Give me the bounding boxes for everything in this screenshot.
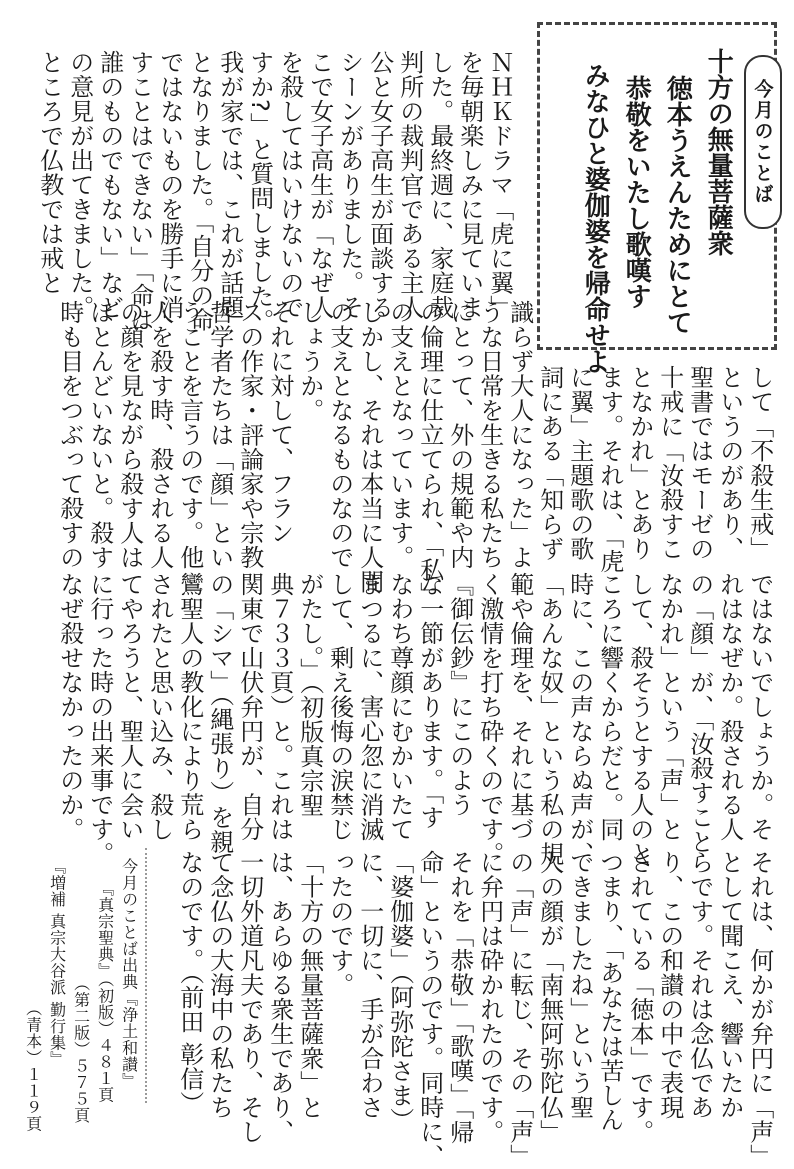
essay-line: 聖書ではモーゼの — [685, 365, 714, 561]
essay-line: として聞こえ、響いたか — [715, 850, 744, 1120]
essay-line: く激情を打ち砕くのです。 — [475, 572, 504, 866]
essay-line: 我が家では、これが話題 — [215, 50, 244, 320]
essay-line: の「顔」が、「汝殺すこと — [685, 572, 714, 854]
essay-line: して「不殺生戒」 — [745, 365, 774, 561]
essay-line: ではないでしょうか。そ — [745, 572, 774, 842]
essay-line: 時に、この声ならぬ声が、 — [565, 572, 594, 866]
essay-line: 十戒に「汝殺すこ — [655, 365, 684, 561]
essay-line: 時も目をつぶって殺すの — [55, 300, 84, 570]
essay-line: の支えとなるものなので — [325, 300, 354, 570]
essay-line: 関東で山伏弁円が、自分 — [235, 572, 264, 842]
essay-line: なぜ殺せなかったのか。 — [55, 572, 84, 842]
essay-line: 「婆伽婆」（阿弥陀さま） — [385, 850, 414, 1132]
essay-line: てやろうと、聖人に会い — [115, 572, 144, 842]
essay-line: り、この和讃の中で表現 — [655, 850, 684, 1120]
heading-badge: 今月のことば — [744, 55, 782, 229]
essay-line: 判所の裁判官である主人 — [395, 50, 424, 320]
poem-line: 十方の無量菩薩衆 — [703, 48, 734, 256]
essay-line: 誰のものでもない」など — [95, 50, 124, 320]
essay-line: 『御伝鈔』にこのよう — [445, 572, 474, 817]
essay-line: しかし、それは本当に人間 — [355, 300, 384, 594]
essay-line: 命」というのです。同時に、 — [415, 850, 444, 1169]
poem-line: 徳本うえんためにとて — [662, 75, 693, 335]
source-line: 『増補 真宗大谷派 勤行集』 — [47, 858, 67, 1068]
essay-line: なのです。（前田 彰信） — [175, 850, 204, 1116]
essay-line: の「シマ」（縄張り）を親 — [205, 572, 234, 854]
essay-line: の倫理に仕立てられ、「私」 — [415, 300, 444, 607]
essay-line: て念仏の大海中の私たち — [205, 850, 234, 1120]
essay-line: 詞にある「知らず — [535, 365, 564, 561]
essay-line: 人を殺す時、殺される人 — [145, 300, 174, 570]
essay-line: 範や倫理を、それに基づ — [505, 572, 534, 842]
source-line: 今月のことば出典『浄土和讃』 — [119, 858, 139, 1089]
essay-line: うことを言うのです。他 — [175, 300, 204, 570]
source-line: （第二版）５７５頁 — [71, 975, 91, 1124]
essay-line: となかれ」とあり — [625, 365, 654, 561]
essay-line: に翼」主題歌の歌 — [565, 365, 594, 561]
essay-line: ほとんどいないと。殺す — [85, 300, 114, 570]
essay-line: がたし。」（初版真宗聖 — [295, 572, 324, 818]
essay-line: されたと思い込み、殺し — [145, 572, 174, 842]
essay-line: して、殺そうとする人のと — [625, 572, 654, 866]
essay-line: に行った時の出来事です。 — [85, 572, 114, 866]
sources-divider — [145, 848, 147, 1103]
essay-line: の意見が出てきました。 — [65, 50, 94, 320]
essay-line: ではないものを勝手に消 — [155, 50, 184, 320]
essay-line: にとって、外の規範や内 — [445, 300, 474, 570]
essay-line: それは、何かが弁円に「声」 — [745, 850, 774, 1169]
essay-line: 一切外道凡夫であり、そし — [235, 850, 264, 1144]
essay-line: ます。それは、「虎 — [595, 365, 624, 574]
essay-line: ったのです。 — [325, 850, 354, 997]
essay-line: こで女子高生が「なぜ人 — [305, 50, 334, 320]
essay-line: の「声」に転じ、その「声」 — [505, 850, 534, 1169]
essay-line: の顔を見ながら殺す人は — [115, 300, 144, 570]
poem-line: 恭敬をいたし歌嘆す — [621, 75, 652, 309]
essay-line: それに対して、フラン — [265, 300, 294, 545]
poem-box — [537, 22, 777, 350]
essay-line: ＮＨＫドラマ「虎に翼」 — [485, 50, 514, 320]
essay-line: つまり、「あなたは苦しん — [595, 850, 624, 1132]
source-line: （青本）１１９頁 — [23, 1000, 43, 1132]
essay-line: シーンがありました。そ — [335, 50, 364, 320]
essay-line: に弁円は砕かれたのです。 — [475, 850, 504, 1144]
poem-line: みなひと婆伽婆を帰命せよ — [580, 62, 611, 374]
essay-line: ところで仏教では戒と — [35, 50, 64, 295]
essay-line: しょうか。 — [295, 300, 324, 423]
essay-line: 人の顔が「南無阿弥陀仏」 — [535, 850, 564, 1144]
essay-line: すか?」と質問しました。 — [245, 50, 274, 333]
essay-line: して、剰え後悔の涙禁じ — [325, 572, 354, 842]
essay-line: に、一切に、手が合わさ — [355, 850, 384, 1120]
essay-line: されている「徳本」です。 — [625, 850, 654, 1144]
essay-line: まつるに、害心忽に消滅 — [355, 572, 384, 842]
essay-line: らです。それは念仏であ — [685, 850, 714, 1120]
essay-line: それを「恭敬」「歌嘆」「帰 — [445, 850, 474, 1145]
essay-line: というのがあり、 — [715, 365, 744, 561]
essay-line: なかれ」という「声」と — [655, 572, 684, 842]
essay-line: スの作家・評論家や宗教 — [235, 300, 264, 570]
essay-line: 典７３３頁）と。これは — [265, 572, 294, 842]
essay-line: 「十方の無量菩薩衆」と — [295, 850, 324, 1120]
essay-line: ころに響くからだと。同 — [595, 572, 624, 842]
essay-line: を殺してはいけないので — [275, 50, 304, 320]
essay-line: 識らず大人になった」よ — [505, 300, 534, 570]
essay-line: できましたね」という聖 — [565, 850, 594, 1120]
essay-line: 「あんな奴」という私の規 — [535, 572, 564, 866]
essay-line: 公と女子高生が面談する — [365, 50, 394, 320]
essay-line: すことはできない」「命は — [125, 50, 154, 332]
essay-line: は、あらゆる衆生であり、 — [265, 850, 294, 1144]
essay-line: うな日常を生きる私たち — [475, 300, 504, 570]
source-line: 『真宗聖典』（初版）４８１頁 — [95, 880, 115, 1103]
essay-line: の支えとなっています。 — [385, 300, 414, 570]
essay-line: 哲学者たちは「顔」とい — [205, 300, 234, 570]
essay-line: を毎朝楽しみに見ていま — [455, 50, 484, 320]
essay-line: れはなぜか。殺される人 — [715, 572, 744, 842]
essay-line: なわち尊顔にむかいたて — [385, 572, 414, 842]
essay-line: した。最終週に、家庭裁 — [425, 50, 454, 320]
essay-line: となりました。「自分の命 — [185, 50, 214, 332]
essay-line: 鸞聖人の教化により荒ら — [175, 572, 204, 842]
essay-line: な一節があります。「す — [415, 572, 444, 830]
